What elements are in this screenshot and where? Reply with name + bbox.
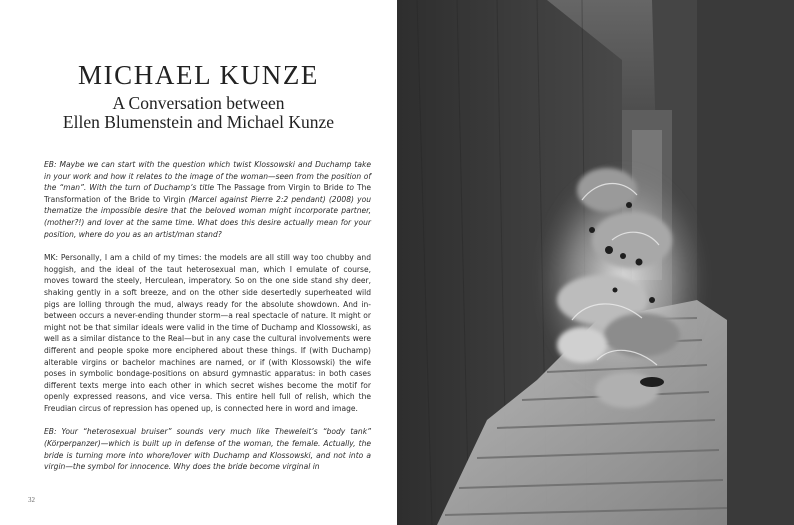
work-title-1: The Passage from Virgin to Bride <box>217 183 344 193</box>
paragraph-answer-1: MK: Personally, I am a child of my times: the models are all still way too chubby and hoggish, and the ideal of the taut heterosexual man, which I emulate of course, moves toward the steely, Herculean, imperatory. So on the one side stand shy deer, shaking gently in a soft breeze, and on the other side desertedly superheated wild pigs are lolling through the mud, always ready for the absolute showdown. And in-between occurs a never-ending thunder storm—a real spectacle of nature. It might or might not be that similar ideals were valid in the time of Duchamp and Klossowski, as well as a similar distance to the Real—but in any case the cultural involvements were different and people spoke more enciphered about these things. If (with Duchamp) alterable virgins or bachelor machines are named, or if (with Klossowski) the wife poses in symbolic bondage-positions on absurd gymnastic apparatus: in both cases different texts merge into each other in which secret wishes become the motif for openly expressed reasons, and vice versa. This entire hell full of relish, which the Freudian circus of repression has opened up, is connected here in word and image. <box>44 253 371 413</box>
question-1-part-3: (Marcel against Pierre 2:2 pendant) (2008) you thematize the impossible desire that the beloved woman might incorporate partner, (mother?!) and lover at the same time. What does this desire actually mean for your position, where do you as an artist/man stand? <box>44 194 371 239</box>
page-number: 32 <box>28 496 35 504</box>
paragraph-question-2: EB: Your “heterosexual bruiser” sounds very much like Theweleit’s “body tank” (Körperpanzer)—which is built up in defense of the woman, the female. Actually, the bride is turning more into whore/lover with Duchamp and Klossowski, and not into a virgin—the symbol for innocence. Why does the bride become virginal in <box>44 427 371 472</box>
paragraph-question-1 <box>44 159 371 240</box>
page-subtitle <box>0 94 397 132</box>
artwork-painting <box>397 0 794 525</box>
question-1-part-1: EB: Maybe we can start with the question which twist Klossowski and Duchamp take in your work and how it relates to the image of the woman—seen from the position of the “man”. With the turn of Duchamp’s title <box>44 160 371 193</box>
subtitle-line-1: A Conversation between <box>112 93 285 113</box>
subtitle-line-2: Ellen Blumenstein and Michael Kunze <box>62 112 335 132</box>
question-1-part-2: to <box>343 183 357 193</box>
page-title: MICHAEL KUNZE <box>77 60 320 90</box>
interview-text <box>44 159 371 485</box>
right-page <box>397 0 794 525</box>
work-title-2: The Transformation of the Bride to Virgin <box>44 183 371 204</box>
